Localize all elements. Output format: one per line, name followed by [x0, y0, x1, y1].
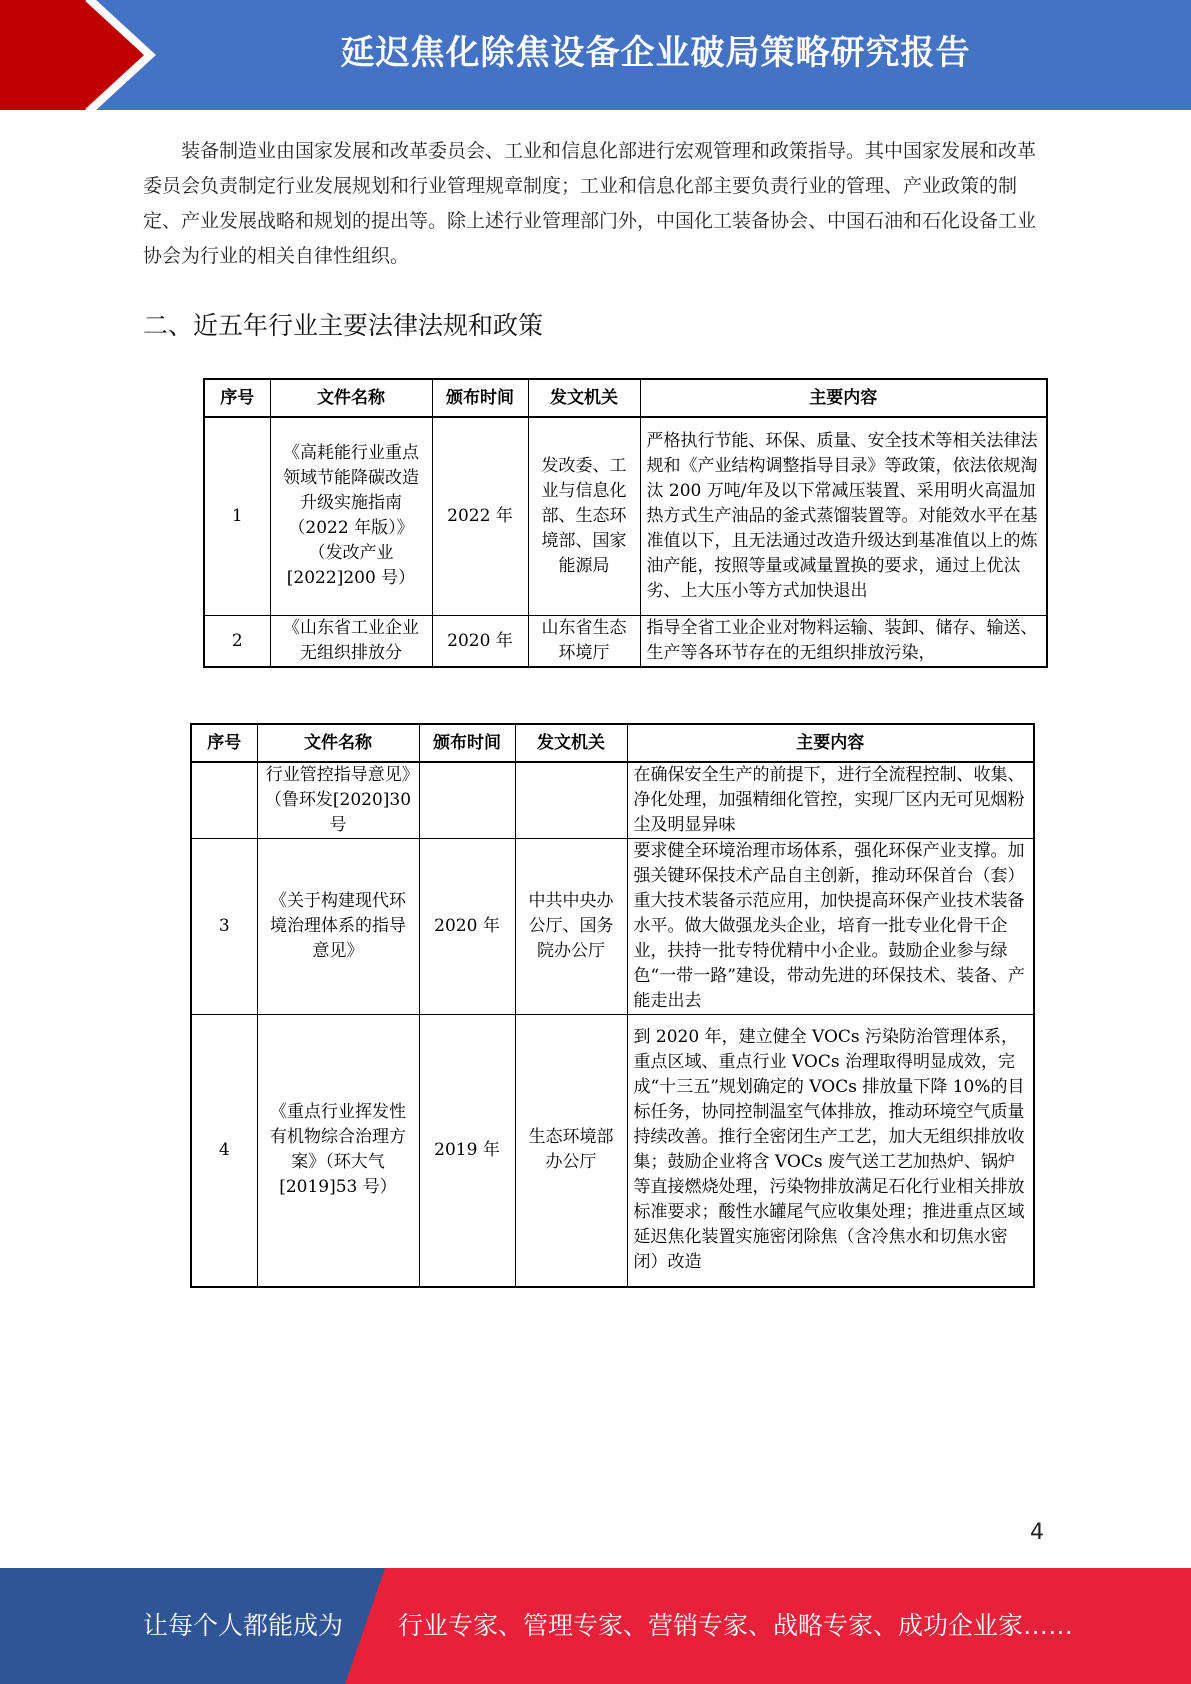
table-row — [191, 1015, 1034, 1287]
cell-index-wrap — [204, 615, 270, 667]
cell-content: 要求健全环境治理市场体系，强化环保产业支撑。加强关键环保技术产品自主创新，推动环保首台（套）重大技术装备示范应用，加快提高环保产业技术装备水平。做大做强龙头企业，培育一批专业化骨干企业，扶持一批专特优精中小企业。鼓励企业参与绿色“一带一路”建设，带动先进的环保技术、装备、产能走出去 — [627, 839, 1034, 1015]
cell-name: 《高耗能行业重点领域节能降碳改造升级实施指南（2022 年版）》（发改产业[2022]200 号） — [270, 417, 432, 615]
header-issuer: 发文机关 — [528, 379, 640, 417]
header-issuer: 发文机关 — [515, 724, 627, 762]
header-index: 序号 — [204, 379, 270, 417]
cell-name: 行业管控指导意见》（鲁环发[2020]30 号 — [257, 762, 419, 839]
cell-issuer-wrap — [528, 615, 640, 667]
page-header — [0, 0, 1191, 110]
cell-date: 2022 年 — [432, 417, 528, 615]
cell-index: 4 — [191, 1015, 257, 1287]
section-heading: 二、近五年行业主要法律法规和政策 — [143, 311, 544, 340]
cell-content: 严格执行节能、环保、质量、安全技术等相关法律法规和《产业结构调整指导目录》等政策，依法依规淘汰 200 万吨/年及以下常减压装置、采用明火高温加热方式生产油品的釜式蒸馏装置等。对能效水平在基准值以下，且无法通过改造升级达到基准值以上的炼油产能，按照等量或减量置换的要求，通过上优汰劣、上大压小等方式加快退出 — [640, 417, 1047, 615]
cell-content: 在确保安全生产的前提下，进行全流程控制、收集、净化处理，加强精细化管控，实现厂区内无可见烟粉尘及明显异味 — [627, 762, 1034, 839]
header-date: 颁布时间 — [419, 724, 515, 762]
table-row — [204, 417, 1047, 615]
cell-index: 1 — [204, 417, 270, 615]
table-row — [191, 762, 1034, 839]
cell-name-wrap — [270, 615, 432, 667]
cell-name: 《山东省工业企业无组织排放分 — [283, 617, 419, 663]
page-footer — [0, 1568, 1191, 1684]
header-name: 文件名称 — [270, 379, 432, 417]
page-number: 4 — [1030, 1520, 1044, 1545]
policy-table-1 — [203, 378, 1048, 668]
cell-issuer: 山东省生态环境厅 — [541, 617, 627, 663]
cell-name: 《关于构建现代环境治理体系的指导意见》 — [257, 839, 419, 1015]
cell-content-wrap — [640, 615, 1047, 667]
cell-name: 《重点行业挥发性有机物综合治理方案》（环大气[2019]53 号） — [257, 1015, 419, 1287]
cell-date — [419, 762, 515, 839]
header-title: 延迟焦化除焦设备企业破局策略研究报告 — [340, 33, 971, 73]
cell-issuer — [515, 762, 627, 839]
cell-issuer: 中共中央办公厅、国务院办公厅 — [515, 839, 627, 1015]
header-content: 主要内容 — [640, 379, 1047, 417]
header-index: 序号 — [191, 724, 257, 762]
cell-index: 3 — [191, 839, 257, 1015]
cell-date-wrap — [432, 615, 528, 667]
cell-issuer: 生态环境部办公厅 — [515, 1015, 627, 1287]
cell-index — [191, 762, 257, 839]
header-name: 文件名称 — [257, 724, 419, 762]
table-row — [191, 839, 1034, 1015]
cell-date: 2019 年 — [419, 1015, 515, 1287]
header-content: 主要内容 — [627, 724, 1034, 762]
policy-table-2 — [190, 723, 1035, 1288]
cell-content: 到 2020 年，建立健全 VOCs 污染防治管理体系，重点区域、重点行业 VOCs 治理取得明显成效，完成“十三五”规划确定的 VOCs 排放量下降 10%的目标任务，协同控制温室气体排放，推动环境空气质量持续改善。推行全密闭生产工艺，加大无组织排放收集；鼓励企业将含 VOCs 废气送工艺加热炉、锅炉等直接燃烧处理，污染物排放满足石化行业相关排放标准要求；酸性水罐尾气应收集处理；推进重点区域延迟焦化装置实施密闭除焦（含冷焦水和切焦水密闭）改造 — [627, 1015, 1034, 1287]
cell-content: 指导全省工业企业对物料运输、装卸、储存、输送、生产等各环节存在的无组织排放污染， — [646, 617, 1038, 663]
table-row — [204, 615, 1047, 667]
table-header-row — [204, 379, 1047, 417]
intro-paragraph: 装备制造业由国家发展和改革委员会、工业和信息化部进行宏观管理和政策指导。其中国家发展和改革委员会负责制定行业发展规划和行业管理规章制度；工业和信息化部主要负责行业的管理、产业政策的制定、产业发展战略和规划的提出等。除上述行业管理部门外，中国化工装备协会、中国石油和石化设备工业协会为行业的相关自律性组织。 — [143, 140, 1037, 267]
footer-slogan-right: 行业专家、管理专家、营销专家、战略专家、成功企业家…… — [398, 1611, 1074, 1640]
cell-date: 2020 年 — [447, 630, 513, 651]
cell-index: 2 — [231, 630, 243, 651]
header-date: 颁布时间 — [432, 379, 528, 417]
footer-slogan-left: 让每个人都能成为 — [143, 1611, 344, 1640]
cell-issuer: 发改委、工业与信息化部、生态环境部、国家能源局 — [528, 417, 640, 615]
table-header-row — [191, 724, 1034, 762]
cell-date: 2020 年 — [419, 839, 515, 1015]
